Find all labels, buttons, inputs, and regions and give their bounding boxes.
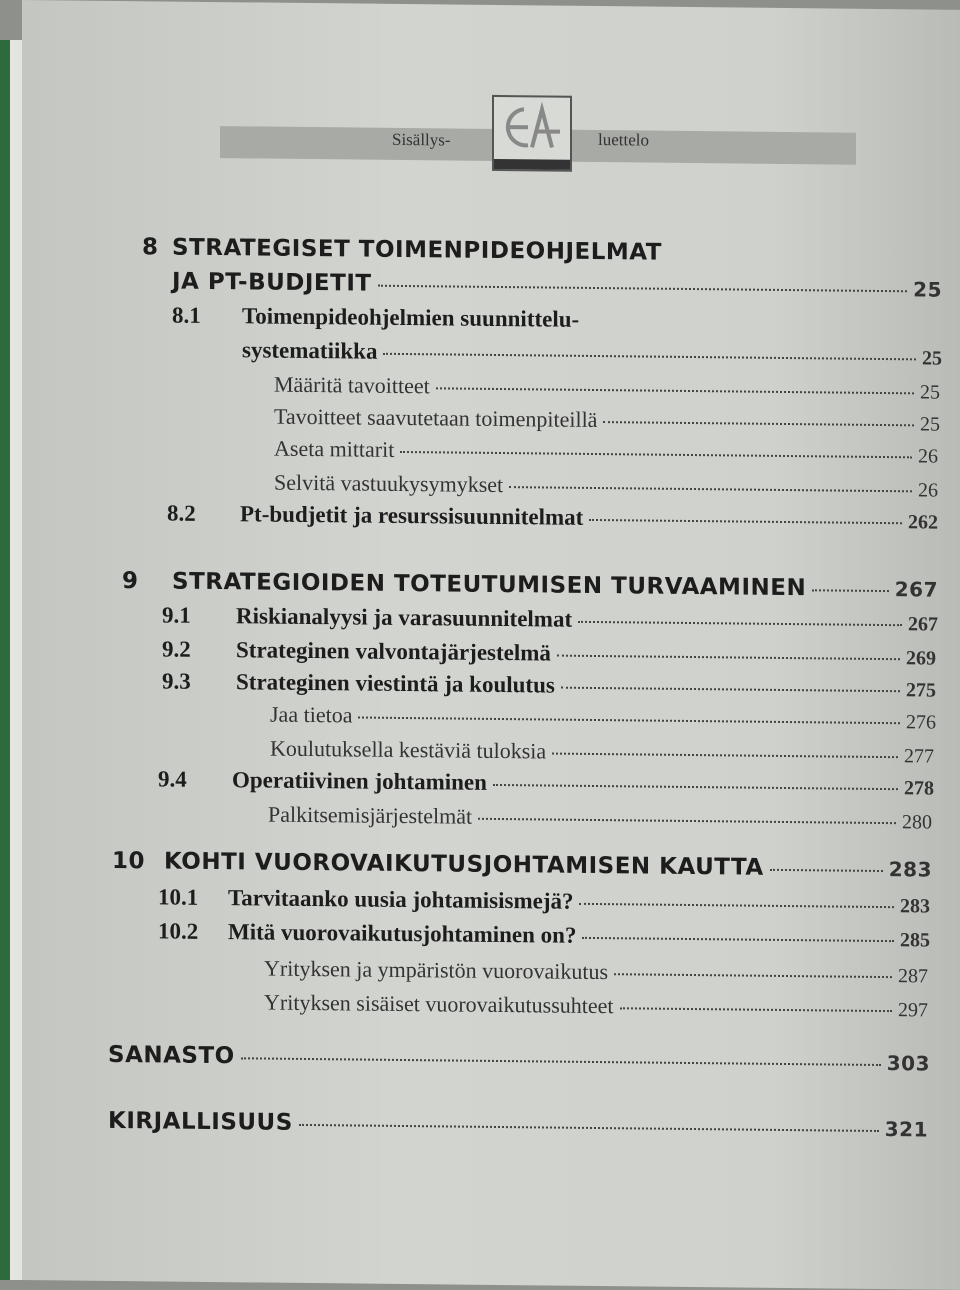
entry-title: STRATEGISET TOIMENPIDEOHJELMAT [172,234,662,267]
toc-entry [162,733,934,769]
toc-entry [162,601,938,637]
dot-leader [400,451,912,458]
entry-page-number: 278 [904,774,934,802]
dot-leader [812,589,889,592]
entry-title: SANASTO [108,1041,235,1070]
toc-entry [167,500,938,536]
dot-leader [589,519,902,524]
entry-number: 8.2 [167,500,240,529]
entry-page-number: 267 [895,575,938,603]
toc-entry [158,953,928,989]
dot-leader [579,903,894,908]
entry-page-number: 275 [906,676,936,704]
entry-number [158,820,268,821]
entry-title: Jaa tietoa [270,701,352,730]
entry-page-number: 25 [913,275,942,303]
entry-title: KIRJALLISUUS [108,1107,293,1137]
entry-number: 10.2 [158,917,228,946]
entry-title: Palkitsemisjärjestelmät [268,801,472,831]
entry-title: Operatiivinen johtaminen [232,766,487,797]
dot-leader [552,753,898,759]
entry-title: Koulutuksella kestäviä tuloksia [270,735,546,766]
dot-leader [603,421,914,426]
entry-page-number: 277 [904,742,934,770]
dot-leader [378,285,908,293]
entry-title: Mitä vuorovaikutusjohtaminen on? [228,918,576,950]
entry-title: Määritä tavoitteet [274,371,430,401]
entry-number: 8 [142,233,172,261]
entry-number: 9.4 [158,765,232,794]
dot-leader [241,1057,881,1066]
toc-entry [108,1041,930,1078]
entry-page-number: 26 [918,442,938,470]
entry-number [158,1008,264,1009]
entry-page-number: 25 [922,344,942,372]
entry-page-number: 267 [908,610,938,638]
entry-title: Riskianalyysi ja varasuunnitelmat [236,602,572,634]
entry-number: 9.2 [162,635,236,664]
toc-entry [172,468,938,504]
entry-title: JA PT-BUDJETIT [172,268,372,298]
entry-title: Tavoitteet saavutetaan toimenpiteillä [274,403,597,434]
entry-title: KOHTI VUOROVAIKUTUSJOHTAMISEN KAUTTA [164,847,764,881]
dot-leader [770,869,883,872]
entry-page-number: 297 [898,996,928,1024]
entry-page-number: 269 [906,644,936,672]
entry-number [158,974,264,975]
toc-entry [142,233,872,269]
entry-page-number: 283 [889,855,932,883]
toc-entry [172,336,942,372]
toc-entry [158,799,932,835]
entry-page-number: 280 [902,808,932,836]
entry-number [162,720,270,721]
dot-leader [620,1007,892,1012]
entry-number [172,357,242,358]
entry-title: Aseta mittarit [274,435,394,464]
entry-title: Yrityksen sisäiset vuorovaikutussuhteet [264,989,614,1021]
entry-title: Yrityksen ja ympäristön vuorovaikutus [264,955,608,987]
toc-entry [172,370,940,406]
table-of-contents [22,0,960,10]
toc-entry [108,1107,928,1144]
entry-title: Strateginen viestintä ja koulutus [236,668,555,699]
entry-number: 9 [122,567,172,596]
toc-entry [142,267,942,303]
toc-entry [158,987,928,1023]
entry-page-number: 303 [887,1049,930,1077]
entry-title: systematiikka [242,336,377,365]
entry-number: 9.1 [162,601,236,630]
entry-number [172,455,274,456]
toc-entry [112,847,932,884]
book-page [22,0,960,1290]
entry-number: 8.1 [172,302,242,331]
entry-page-number: 262 [908,508,938,536]
entry-page-number: 26 [918,476,938,504]
entry-page-number: 25 [920,378,940,406]
toc-entry [172,302,942,338]
toc-entry [162,667,936,703]
entry-title: STRATEGIOIDEN TOTEUTUMISEN TURVAAMINEN [172,568,806,603]
dot-leader [358,717,900,725]
entry-title: Selvitä vastuukysymykset [274,469,503,499]
toc-entry [172,434,938,470]
entry-page-number: 25 [920,410,940,438]
entry-number [162,754,270,755]
dot-leader [436,387,914,394]
dot-leader [561,687,900,693]
entry-number: 10 [112,847,164,876]
dot-leader [493,784,898,790]
entry-title: Tarvitaanko uusia johtamisismejä? [228,884,573,916]
entry-page-number: 283 [900,892,930,920]
dot-leader [557,655,900,661]
dot-leader [582,937,894,942]
dot-leader [383,353,916,361]
entry-title: Pt-budjetit ja resurssisuunnitelmat [240,500,583,532]
entry-page-number: 276 [906,708,936,736]
toc-entry [162,635,936,671]
toc-entry [162,699,936,735]
entry-page-number: 287 [898,962,928,990]
entry-title: Toimenpideohjelmien suunnittelu- [242,302,579,334]
toc-entry [158,883,930,919]
dot-leader [478,818,896,824]
entry-number: 10.1 [158,883,228,912]
dot-leader [299,1124,879,1132]
toc-entry [158,917,930,953]
dot-leader [578,621,902,626]
toc-entry [122,567,938,604]
entry-number: 9.3 [162,667,236,696]
entry-number [172,391,274,392]
toc-entry [158,765,934,801]
header-right: luettelo [598,130,649,151]
dot-leader [614,973,892,978]
publisher-logo [492,95,572,172]
entry-number [172,423,274,424]
toc-entry [172,402,940,438]
entry-number [172,489,274,490]
entry-title: Strateginen valvontajärjestelmä [236,636,551,667]
header-left: Sisällys- [392,130,451,151]
book-spine [0,40,10,1280]
entry-page-number: 321 [885,1115,928,1143]
dot-leader [509,486,912,492]
entry-page-number: 285 [900,926,930,954]
